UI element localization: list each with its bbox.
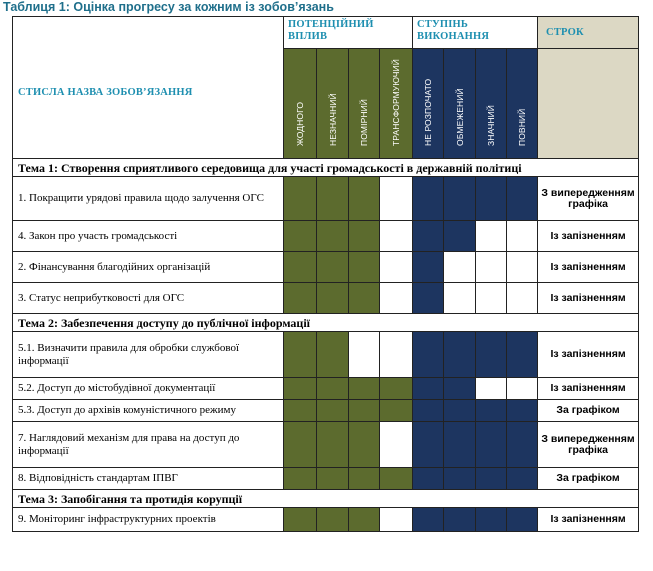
commitment-row bbox=[13, 221, 639, 252]
level-impact-none: ЖОДНОГО bbox=[284, 49, 317, 159]
commitment-row bbox=[13, 422, 639, 468]
commitment-name: 8. Відповідність стандартам ІПВГ bbox=[13, 468, 284, 490]
completion-cell bbox=[476, 221, 507, 252]
commitment-name: 7. Наглядовий механізм для права на доступ до інформації bbox=[13, 422, 284, 468]
commitment-row bbox=[13, 378, 639, 400]
impact-cell bbox=[349, 252, 380, 283]
completion-cell bbox=[507, 283, 538, 314]
table-caption: Таблиця 1: Оцінка прогресу за кожним із зобов’язань bbox=[3, 0, 334, 14]
level-completion-not-started: НЕ РОЗПОЧАТО bbox=[413, 49, 444, 159]
impact-cell bbox=[284, 508, 317, 532]
theme-row bbox=[13, 314, 639, 332]
completion-cell bbox=[476, 177, 507, 221]
commitment-row bbox=[13, 283, 639, 314]
impact-cell bbox=[380, 332, 413, 378]
level-completion-substantial: ЗНАЧНИЙ bbox=[476, 49, 507, 159]
commitment-row bbox=[13, 252, 639, 283]
impact-cell bbox=[380, 422, 413, 468]
header-completion: СТУПІНЬ ВИКОНАННЯ bbox=[413, 17, 538, 49]
impact-cell bbox=[317, 422, 349, 468]
term-cell: Із запізненням bbox=[538, 283, 639, 314]
impact-cell bbox=[317, 400, 349, 422]
completion-cell bbox=[507, 177, 538, 221]
impact-cell bbox=[284, 221, 317, 252]
completion-cell bbox=[476, 400, 507, 422]
term-cell: За графіком bbox=[538, 468, 639, 490]
completion-cell bbox=[476, 508, 507, 532]
commitment-name: 1. Покращити урядові правила щодо залучення ОГС bbox=[13, 177, 284, 221]
completion-cell bbox=[413, 468, 444, 490]
impact-cell bbox=[284, 468, 317, 490]
completion-cell bbox=[507, 400, 538, 422]
commitment-row bbox=[13, 508, 639, 532]
impact-cell bbox=[284, 332, 317, 378]
completion-cell bbox=[444, 378, 476, 400]
completion-cell bbox=[444, 508, 476, 532]
impact-cell bbox=[380, 378, 413, 400]
commitment-name: 4. Закон про участь громадськості bbox=[13, 221, 284, 252]
completion-cell bbox=[476, 422, 507, 468]
commitment-row bbox=[13, 400, 639, 422]
completion-cell bbox=[413, 252, 444, 283]
impact-cell bbox=[317, 378, 349, 400]
impact-cell bbox=[317, 252, 349, 283]
completion-cell bbox=[476, 378, 507, 400]
impact-cell bbox=[349, 221, 380, 252]
impact-cell bbox=[380, 468, 413, 490]
impact-cell bbox=[317, 332, 349, 378]
impact-cell bbox=[284, 400, 317, 422]
completion-cell bbox=[444, 468, 476, 490]
term-cell: Із запізненням bbox=[538, 221, 639, 252]
impact-cell bbox=[380, 221, 413, 252]
completion-cell bbox=[507, 508, 538, 532]
completion-cell bbox=[413, 177, 444, 221]
commitment-name: 2. Фінансування благодійних організацій bbox=[13, 252, 284, 283]
term-cell: Із запізненням bbox=[538, 378, 639, 400]
level-impact-moderate: ПОМІРНИЙ bbox=[349, 49, 380, 159]
completion-cell bbox=[413, 221, 444, 252]
header-term-spacer bbox=[538, 49, 639, 159]
completion-cell bbox=[476, 468, 507, 490]
impact-cell bbox=[349, 422, 380, 468]
completion-cell bbox=[507, 221, 538, 252]
impact-cell bbox=[349, 468, 380, 490]
theme-title: Тема 2: Забезпечення доступу до публічної інформації bbox=[13, 314, 639, 332]
completion-cell bbox=[413, 378, 444, 400]
completion-cell bbox=[507, 468, 538, 490]
impact-cell bbox=[380, 252, 413, 283]
completion-cell bbox=[444, 422, 476, 468]
impact-cell bbox=[349, 400, 380, 422]
level-completion-complete: ПОВНИЙ bbox=[507, 49, 538, 159]
impact-cell bbox=[349, 177, 380, 221]
impact-cell bbox=[317, 508, 349, 532]
impact-cell bbox=[380, 400, 413, 422]
impact-cell bbox=[349, 508, 380, 532]
commitment-name: 5.2. Доступ до містобудівної документації bbox=[13, 378, 284, 400]
completion-cell bbox=[413, 332, 444, 378]
commitment-row bbox=[13, 468, 639, 490]
level-impact-minor: НЕЗНАЧНИЙ bbox=[317, 49, 349, 159]
header-impact: ПОТЕНЦІЙНИЙ ВПЛИВ bbox=[284, 17, 413, 49]
header-term: СТРОК bbox=[538, 17, 639, 49]
term-cell: З випередженням графіка bbox=[538, 177, 639, 221]
term-cell: Із запізненням bbox=[538, 508, 639, 532]
impact-cell bbox=[284, 422, 317, 468]
theme-title: Тема 3: Запобігання та протидія корупції bbox=[13, 490, 639, 508]
impact-cell bbox=[317, 177, 349, 221]
level-impact-transformative: ТРАНСФОРМУЮЧИЙ bbox=[380, 49, 413, 159]
impact-cell bbox=[317, 283, 349, 314]
commitments-table bbox=[12, 16, 639, 532]
commitment-name: 5.3. Доступ до архівів комуністичного режиму bbox=[13, 400, 284, 422]
impact-cell bbox=[284, 378, 317, 400]
completion-cell bbox=[444, 252, 476, 283]
completion-cell bbox=[476, 283, 507, 314]
level-completion-limited: ОБМЕЖЕНИЙ bbox=[444, 49, 476, 159]
impact-cell bbox=[317, 221, 349, 252]
completion-cell bbox=[444, 177, 476, 221]
completion-cell bbox=[507, 252, 538, 283]
completion-cell bbox=[413, 283, 444, 314]
theme-row bbox=[13, 159, 639, 177]
impact-cell bbox=[349, 332, 380, 378]
impact-cell bbox=[349, 378, 380, 400]
completion-cell bbox=[444, 283, 476, 314]
impact-cell bbox=[380, 283, 413, 314]
term-cell: За графіком bbox=[538, 400, 639, 422]
term-cell: Із запізненням bbox=[538, 252, 639, 283]
impact-cell bbox=[284, 252, 317, 283]
completion-cell bbox=[444, 221, 476, 252]
completion-cell bbox=[507, 378, 538, 400]
completion-cell bbox=[476, 332, 507, 378]
commitment-name: 9. Моніторинг інфраструктурних проектів bbox=[13, 508, 284, 532]
completion-cell bbox=[413, 508, 444, 532]
commitment-name: 5.1. Визначити правила для обробки службової інформації bbox=[13, 332, 284, 378]
commitment-row bbox=[13, 177, 639, 221]
completion-cell bbox=[476, 252, 507, 283]
commitment-name: 3. Статус неприбутковості для ОГС bbox=[13, 283, 284, 314]
impact-cell bbox=[380, 177, 413, 221]
completion-cell bbox=[444, 400, 476, 422]
theme-row bbox=[13, 490, 639, 508]
impact-cell bbox=[349, 283, 380, 314]
completion-cell bbox=[507, 332, 538, 378]
header-name: СТИСЛА НАЗВА ЗОБОВ’ЯЗАННЯ bbox=[13, 17, 284, 159]
theme-title: Тема 1: Створення сприятливого середовища для участі громадськості в державній політиці bbox=[13, 159, 639, 177]
completion-cell bbox=[507, 422, 538, 468]
commitment-row bbox=[13, 332, 639, 378]
completion-cell bbox=[444, 332, 476, 378]
impact-cell bbox=[317, 468, 349, 490]
impact-cell bbox=[284, 283, 317, 314]
impact-cell bbox=[284, 177, 317, 221]
impact-cell bbox=[380, 508, 413, 532]
term-cell: З випередженням графіка bbox=[538, 422, 639, 468]
term-cell: Із запізненням bbox=[538, 332, 639, 378]
completion-cell bbox=[413, 422, 444, 468]
completion-cell bbox=[413, 400, 444, 422]
